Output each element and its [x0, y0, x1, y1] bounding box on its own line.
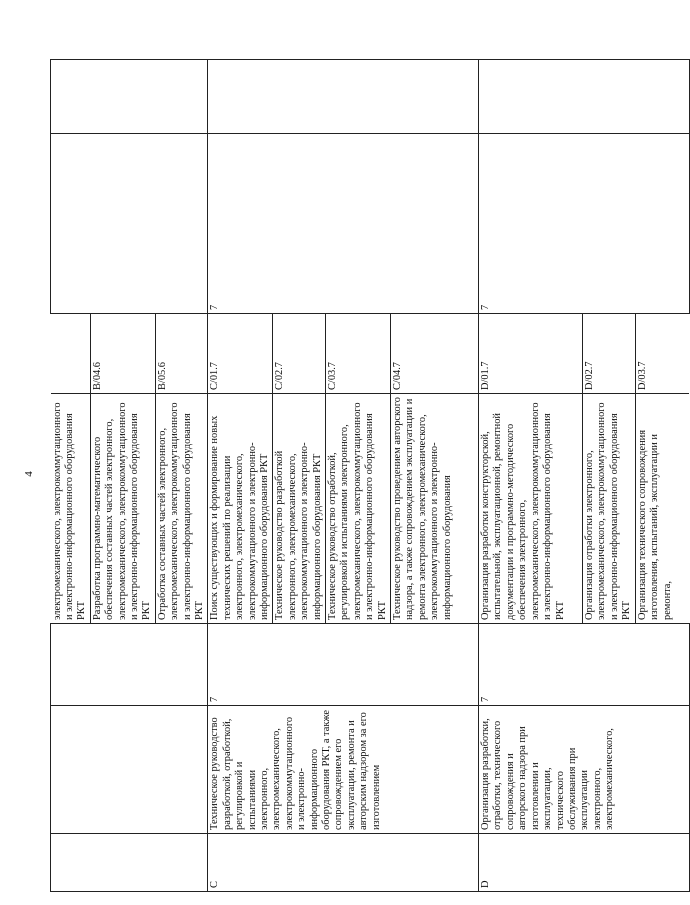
- function-name-cell: Поиск существующих и формирование новых технических решений по реализации электронного, электромеханического, электрокоммутационного и электронно-информационного оборудования РКТ: [208, 394, 273, 624]
- function-code-cell: B/05.6: [155, 314, 208, 394]
- group-level-cell: 7: [479, 624, 690, 706]
- extra-cell: [479, 60, 690, 134]
- group-level-cell: 7: [208, 624, 479, 706]
- table-row: [208, 60, 273, 892]
- function-name-cell: Техническое руководство проведением авторского надзора, а также сопровождением эксплуатации и ремонта электронного, электромеханического, электрокоммутационного и электронно-информационного оборудования: [391, 394, 479, 624]
- function-code-cell: B/04.6: [90, 314, 155, 394]
- group-code-cell: [51, 834, 208, 892]
- extra-cell: [51, 60, 208, 134]
- group-name-cell: Организация разработки, отработки, технического сопровождения и авторского надзора при изготовлении и эксплуатации, технического обслуживания при эксплуатации электронного, электромеханического,: [479, 706, 690, 834]
- function-name-cell: Техническое руководство отработкой, регулировкой и испытаниями электронного, электромеханического, электрокоммутационного и электронно-информационного оборудования РКТ: [326, 394, 391, 624]
- function-code-cell: C/01.7: [208, 314, 273, 394]
- rotated-page: [50, 60, 673, 892]
- function-name-cell: Отработка составных частей электронного, электромеханического, электрокоммутационного и электронно-информационного оборудования РКТ: [155, 394, 208, 624]
- function-code-cell: D/03.7: [635, 314, 689, 394]
- extra-cell: [208, 60, 479, 134]
- function-name-cell: Организация разработки конструкторской, испытательной, эксплуатационной, ремонтной документации и программно-методического обеспечения электронного, электромеханического, электрокоммутационного и электронно-информационного оборудования РКТ: [479, 394, 583, 624]
- group-level-cell: [51, 624, 208, 706]
- function-code-cell: D/02.7: [583, 314, 636, 394]
- group-code-cell: C: [208, 834, 479, 892]
- function-code-cell: D/01.7: [479, 314, 583, 394]
- page-number: 4: [22, 471, 35, 477]
- functions-table: [50, 59, 690, 892]
- function-name-cell: Организация технического сопровождения изготовления, испытаний, эксплуатации и ремонта,: [635, 394, 689, 624]
- function-code-cell: C/04.7: [391, 314, 479, 394]
- function-level-cell: [51, 134, 208, 314]
- table-row: [479, 60, 583, 892]
- function-level-cell: 7: [479, 134, 690, 314]
- function-name-cell: электромеханического, электрокоммутационного и электронно-информационного оборудования РКТ: [51, 394, 91, 624]
- function-code-cell: C/03.7: [326, 314, 391, 394]
- group-name-cell: Техническое руководство разработкой, отработкой, регулировкой и испытаниями электронного, электромеханического, электрокоммутационного и электронно-информационного оборудования РКТ, а также сопровождением его эксплуатации, ремонта и авторским надзором за его изготовлением: [208, 706, 479, 834]
- function-level-cell: 7: [208, 134, 479, 314]
- group-name-cell: [51, 706, 208, 834]
- group-code-cell: D: [479, 834, 690, 892]
- function-name-cell: Разработка программно-математического обеспечения составных частей электронного, электромеханического, электрокоммутационного и электронно-информационного оборудования РКТ: [90, 394, 155, 624]
- function-code-cell: [51, 314, 91, 394]
- table-row: [51, 60, 91, 892]
- function-name-cell: Техническое руководство разработкой электронного, электромеханического, электрокоммутационного и электронно-информационного оборудования РКТ: [273, 394, 326, 624]
- function-name-cell: Организация отработки электронного, электромеханического, электрокоммутационного и электронно-информационного оборудования РКТ: [583, 394, 636, 624]
- function-code-cell: C/02.7: [273, 314, 326, 394]
